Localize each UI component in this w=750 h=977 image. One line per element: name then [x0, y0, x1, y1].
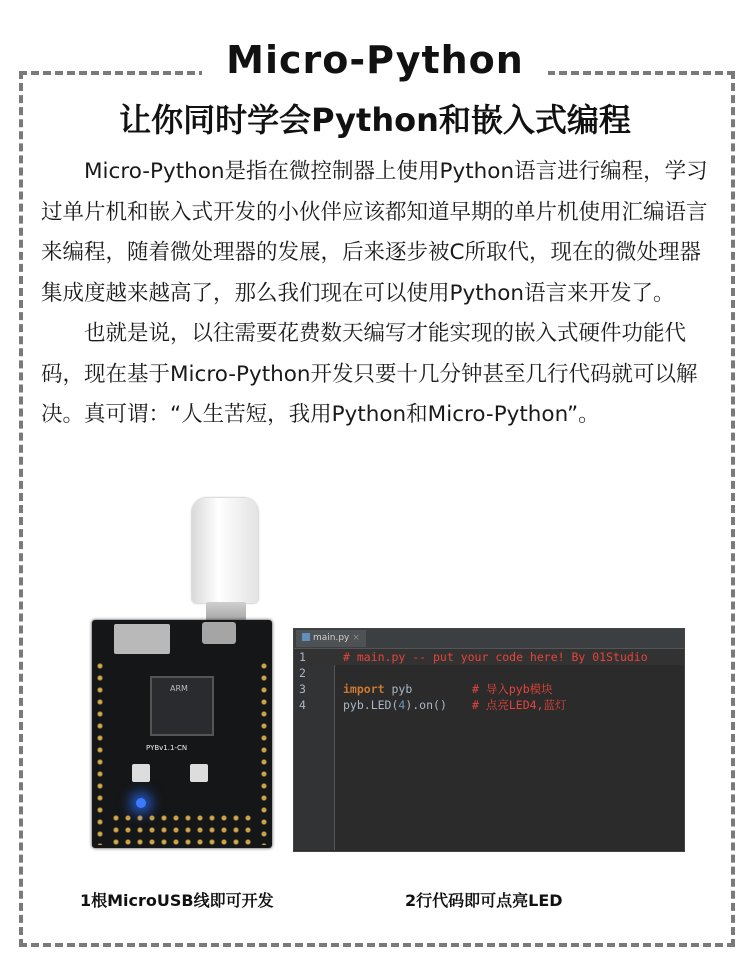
code-module: pyb	[384, 682, 413, 696]
code-line	[294, 649, 684, 665]
sd-slot	[114, 624, 170, 654]
caption-right: 2行代码即可点亮LED	[405, 891, 563, 910]
paragraph: Micro-Python是指在微控制器上使用Python语言进行编程，学习过单片机和嵌入式开发的小伙伴应该都知道早期的单片机使用汇编语言来编程，随着微处理器的发展，后来逐步被C所取代，现在的微处理器集成度越来越高了，那么我们现在可以使用Python语言来开发了。	[41, 159, 708, 306]
code-comment: # 导入pyb模块	[472, 682, 553, 696]
code-call: ).on()	[405, 698, 447, 712]
code-line	[294, 681, 684, 697]
editor-tabbar	[294, 629, 684, 649]
code-line	[294, 665, 684, 681]
close-icon[interactable]: ×	[352, 633, 360, 643]
line-number: 3	[299, 682, 306, 696]
mcu-chip	[150, 676, 214, 736]
article-body	[41, 152, 709, 436]
tab-main-py[interactable]	[296, 630, 366, 647]
usb-port	[202, 622, 236, 644]
code-number: 4	[398, 698, 406, 712]
pin-header-left	[94, 660, 106, 845]
blue-led	[136, 798, 146, 808]
circuit-board	[92, 620, 272, 848]
python-file-icon	[302, 633, 310, 641]
pyboard-photo	[80, 498, 280, 853]
code-comment: # 点亮LED4,蓝灯	[472, 698, 567, 712]
line-number: 1	[299, 650, 306, 664]
pin-header-bottom	[110, 812, 256, 846]
line-number: 2	[299, 666, 306, 680]
code-comment: # main.py -- put your code here! By 01Studio	[343, 650, 648, 664]
code-editor	[293, 628, 685, 852]
page-subtitle: 让你同时学会Python和嵌入式编程	[119, 101, 631, 139]
usb-cable	[192, 498, 258, 603]
user-button	[190, 764, 208, 782]
pin-header-right	[258, 660, 270, 845]
reset-button	[132, 764, 150, 782]
line-number: 4	[299, 698, 306, 712]
code-line	[294, 697, 684, 713]
tab-label: main.py	[313, 633, 350, 643]
caption-left: 1根MicroUSB线即可开发	[80, 891, 274, 910]
paragraph: 也就是说，以往需要花费数天编写才能实现的嵌入式硬件功能代码，现在基于Micro-Python开发只要十几分钟甚至几行代码就可以解决。真可谓：“人生苦短，我用Python和Micro-Python”。	[41, 321, 698, 427]
code-area[interactable]	[294, 649, 684, 713]
page-title: Micro-Python	[0, 38, 750, 82]
board-label: PYBv1.1-CN	[146, 744, 188, 752]
code-text	[343, 681, 412, 697]
code-keyword: import	[343, 682, 385, 696]
code-text	[343, 697, 447, 713]
code-call: pyb.LED(	[343, 698, 399, 712]
